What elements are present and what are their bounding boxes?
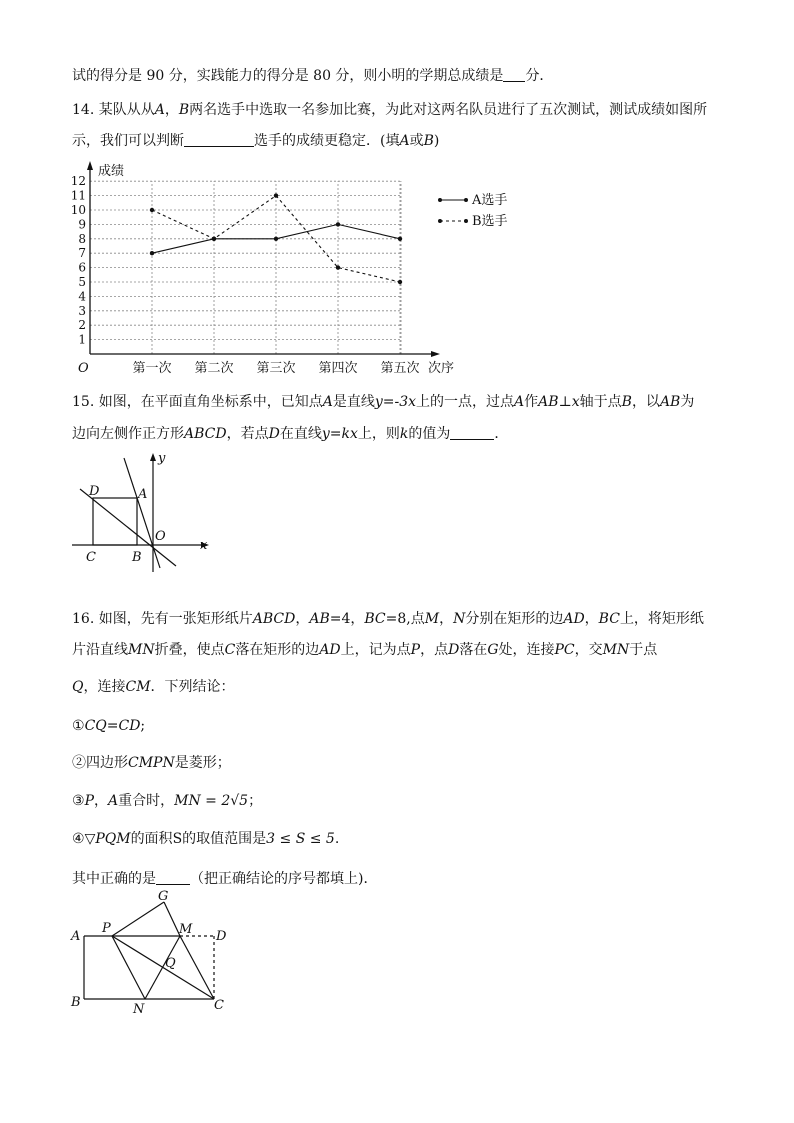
- var: CM: [125, 679, 151, 695]
- var: A: [154, 102, 165, 118]
- var: A: [514, 394, 525, 410]
- line-text: ;: [140, 718, 146, 734]
- text-line-top: [72, 66, 553, 86]
- equation: 3 ≤ S ≤ 5: [266, 831, 335, 847]
- line-text: 边向左侧作正方形: [72, 426, 184, 442]
- line-text: 分别在矩形的边: [465, 611, 564, 627]
- line-text: 示，我们可以判断: [72, 133, 184, 149]
- var: PC: [554, 642, 575, 658]
- origin-label: O: [78, 361, 89, 376]
- label-C: C: [214, 998, 224, 1013]
- q16-line-1: [72, 609, 704, 629]
- line-text: 或: [409, 133, 424, 149]
- var: B: [621, 394, 632, 410]
- line-text: 上，将矩形纸: [619, 611, 704, 627]
- label-y: y: [158, 451, 166, 466]
- line-text: 重合时，: [118, 793, 175, 809]
- y-tick-label: 9: [78, 217, 86, 232]
- var: N: [453, 611, 466, 627]
- x-axis-title: 次序: [428, 361, 455, 376]
- line-text: 上的一点，过点: [416, 394, 515, 410]
- legend-marker: [464, 198, 468, 202]
- legend-marker: [438, 198, 442, 202]
- line-text: 16. 如图，先有一张矩形纸片: [72, 611, 253, 627]
- line-text: 的面积: [130, 831, 173, 847]
- data-point: [274, 237, 278, 241]
- line-text: 落在矩形的边: [235, 642, 320, 658]
- x-tick-label: 第二次: [194, 361, 234, 376]
- line-text: 处，连接: [498, 642, 555, 658]
- line-text: ；: [248, 793, 263, 809]
- var: AB: [309, 611, 330, 627]
- line-text: 的值为: [408, 426, 451, 442]
- line-text: 落在: [459, 642, 488, 658]
- label-P: P: [102, 921, 111, 936]
- y-axis-arrow: [87, 161, 93, 170]
- line-text: ②四边形: [72, 755, 128, 771]
- line-text: ，点: [420, 642, 449, 658]
- q16-line-3: [72, 677, 235, 697]
- line-text: ，: [295, 611, 310, 627]
- label-N: N: [133, 1002, 145, 1017]
- var: P: [410, 642, 421, 658]
- line-text: 作: [524, 394, 539, 410]
- y-tick-label: 10: [70, 203, 86, 217]
- line-text: 为: [680, 394, 695, 410]
- legend-label: A选手: [472, 193, 508, 208]
- data-point: [398, 280, 402, 284]
- line-text: 15. 如图，在平面直角坐标系中，已知点: [72, 394, 323, 410]
- line-text: =4，: [329, 611, 365, 627]
- var: B: [423, 133, 434, 149]
- var: ▽PQM: [84, 831, 131, 847]
- legend-marker: [464, 219, 468, 223]
- line-text: 上，记为点: [340, 642, 411, 658]
- y-tick-label: 7: [78, 246, 86, 261]
- line-text: 其中正确的是: [72, 871, 156, 887]
- conclusion-3: [72, 791, 262, 811]
- x-tick-label: 第四次: [318, 361, 358, 376]
- x-tick-label: 第一次: [132, 361, 172, 376]
- y-tick-label: 3: [78, 303, 86, 318]
- var: AD: [319, 642, 341, 658]
- q14-line-2: [72, 131, 439, 151]
- answer-blank: [503, 67, 525, 82]
- var: M: [424, 611, 440, 627]
- y-tick-label: 6: [78, 260, 86, 275]
- var: BC: [598, 611, 620, 627]
- score-line-chart: [60, 155, 540, 380]
- line-text: （把正确结论的序号都填上)．: [190, 871, 378, 887]
- y-tick-label: 1: [78, 332, 86, 347]
- answer-blank: [156, 870, 190, 885]
- legend-marker: [438, 219, 442, 223]
- edge-GM: [164, 902, 180, 936]
- line-text: 选手的成绩更稳定．(填: [254, 133, 400, 149]
- line-text: ): [433, 133, 440, 149]
- label-B: B: [132, 550, 142, 565]
- var: x: [571, 394, 580, 410]
- x-axis-arrow: [431, 351, 440, 357]
- var: AD: [563, 611, 585, 627]
- data-point: [274, 193, 278, 197]
- line-text: 是菱形；: [174, 755, 231, 771]
- var: A: [399, 133, 410, 149]
- label-C: C: [86, 550, 96, 565]
- line-text: ．: [494, 426, 509, 442]
- var: AB: [659, 394, 681, 410]
- var: Q: [72, 679, 84, 695]
- y-tick-label: 5: [78, 275, 86, 289]
- data-point: [398, 237, 402, 241]
- q16-line-2: [72, 640, 657, 660]
- chart-grid: [90, 181, 401, 354]
- var: ABCD: [184, 426, 227, 442]
- line-text: ③: [72, 793, 85, 809]
- line-text: ，交: [574, 642, 603, 658]
- line-text: ④: [72, 831, 85, 847]
- line-text: ⊥: [558, 394, 572, 410]
- var: MN: [602, 642, 630, 658]
- line-text: ，: [584, 611, 599, 627]
- data-point: [336, 265, 340, 269]
- label-D: D: [89, 484, 100, 499]
- line-y-neg3x: [124, 458, 160, 568]
- data-point: [212, 237, 216, 241]
- x-tick-label: 第五次: [380, 361, 420, 376]
- line-text: 折叠，使点: [154, 642, 225, 658]
- q16-rectangle-figure: [66, 888, 236, 1018]
- label-D: D: [216, 929, 227, 944]
- equation: y=kx: [321, 426, 358, 442]
- line-text: 片沿直线: [72, 642, 128, 658]
- label-A: A: [138, 487, 148, 502]
- line-text: ．下列结论：: [150, 679, 235, 695]
- answer-blank: [184, 132, 254, 147]
- y-tick-label: 12: [70, 174, 86, 189]
- equation: MN = 2√5: [174, 793, 249, 809]
- var: D: [448, 642, 460, 658]
- q16-line-4: [72, 869, 377, 889]
- line-text: 于点: [629, 642, 658, 658]
- var: A: [107, 793, 119, 809]
- var: AB: [538, 394, 559, 410]
- var: P: [84, 793, 94, 809]
- label-G: G: [158, 889, 169, 904]
- chart-legend: [438, 192, 508, 229]
- data-point: [150, 208, 154, 212]
- q14-line-1: [72, 100, 707, 120]
- var: ABCD: [252, 611, 296, 627]
- var: k: [399, 426, 409, 442]
- line-text: ，: [93, 793, 108, 809]
- legend-label: B选手: [472, 214, 508, 229]
- line-text: 两名选手中选取一名参加比赛，为此对这两名队员进行了五次测试，测试成绩如图所: [189, 102, 708, 118]
- line-text: 试的得分是 90 分，实践能力的得分是 80 分，则小明的学期总成绩是: [72, 68, 504, 84]
- line-text: ，若点: [226, 426, 269, 442]
- var: C: [224, 642, 236, 658]
- conclusion-1: [72, 716, 145, 736]
- line-text: 在直线: [279, 426, 322, 442]
- label-Q: Q: [165, 956, 176, 971]
- var: CMPN: [128, 755, 175, 771]
- var: MN: [128, 642, 155, 658]
- label-M: M: [179, 922, 193, 937]
- y-tick-label: 2: [78, 318, 86, 333]
- q15-line-2: [72, 424, 508, 444]
- line-text: ，连接: [83, 679, 126, 695]
- line-text: .: [334, 831, 340, 847]
- q15-line-1: [72, 392, 694, 412]
- conclusion-4: [72, 829, 339, 849]
- line-text: 分．: [525, 68, 554, 84]
- edge-PG: [112, 902, 164, 936]
- chart-axes: [71, 161, 454, 376]
- y-tick-label: 4: [78, 289, 86, 304]
- y-tick-label: 8: [78, 231, 86, 246]
- answer-blank: [450, 425, 494, 440]
- line-text: ①: [72, 718, 85, 734]
- y-axis-title: 成绩: [98, 164, 125, 179]
- data-point: [150, 251, 154, 255]
- var: S: [172, 831, 183, 847]
- q15-coordinate-figure: [68, 448, 218, 573]
- edge-PN: [112, 936, 145, 999]
- equation: y=-3x: [374, 394, 417, 410]
- y-tick-label: 11: [70, 188, 86, 203]
- var: D: [268, 426, 280, 442]
- conclusion-2: [72, 753, 231, 773]
- label-O: O: [155, 529, 166, 544]
- line-text: =8,点: [385, 611, 425, 627]
- equation: CQ=CD: [84, 718, 141, 734]
- var: B: [178, 102, 190, 118]
- var: G: [487, 642, 499, 658]
- label-x: x: [200, 538, 208, 553]
- line-text: ，以: [631, 394, 660, 410]
- line-text: 轴于点: [579, 394, 622, 410]
- line-text: ，: [439, 611, 454, 627]
- line-text: 上，则: [357, 426, 400, 442]
- line-text: 是直线: [332, 394, 375, 410]
- y-axis-arrow: [150, 453, 156, 461]
- segment-CM: [180, 936, 214, 999]
- line-text: ，: [164, 102, 179, 118]
- label-B: B: [71, 995, 81, 1010]
- x-tick-label: 第三次: [256, 361, 296, 376]
- data-point: [336, 222, 340, 226]
- var: A: [322, 394, 333, 410]
- line-text: 的取值范围是: [182, 831, 267, 847]
- label-A: A: [71, 929, 81, 944]
- line-text: 14. 某队从从: [72, 102, 155, 118]
- var: BC: [364, 611, 386, 627]
